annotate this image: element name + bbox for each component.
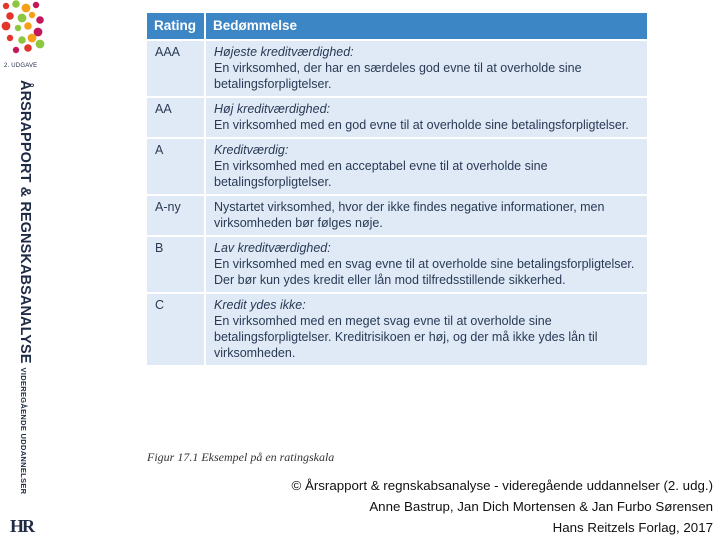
footer-line-1: © Årsrapport & regnskabsanalyse - videregående uddannelser (2. udg.) (291, 478, 713, 493)
table-row (147, 39, 647, 96)
logo-dot (6, 12, 14, 20)
assessment-description: En virksomhed med en acceptabel evne til at overholde sine betalingsforpligtelser. (214, 159, 548, 189)
figure-caption: Figur 17.1 Eksempel på en ratingskala (147, 450, 335, 464)
assessment-description: En virksomhed, der har en særdeles god evne til at overholde sine betalingsforpligtelser. (214, 61, 582, 91)
book-subtitle: VIDEREGÅENDE UDDANNELSER (19, 367, 28, 495)
rating-code: A-ny (147, 194, 206, 235)
assessment-description: Nystartet virksomhed, hvor der ikke findes negative informationer, men virksomheden bør følges nøje. (214, 200, 605, 230)
logo-dot (36, 16, 44, 24)
logo-dot (7, 35, 13, 41)
logo-dot (3, 3, 9, 9)
publisher-logo: HR (10, 516, 33, 536)
rating-assessment (206, 96, 647, 137)
header-rating: Rating (147, 13, 206, 39)
rating-scale-table (147, 13, 647, 365)
footer-line-3: Hans Reitzels Forlag, 2017 (552, 520, 713, 535)
assessment-description: En virksomhed med en meget svag evne til at overholde sine betalingsforpligtelser. Kreditrisikoen er høj, og der må ikke ydes lån til virksomheden. (214, 314, 598, 360)
assessment-heading: Høj kreditværdighed: (214, 102, 331, 116)
logo-dot (13, 47, 19, 53)
edition-label: 2. UDGAVE (4, 63, 38, 69)
rating-code: B (147, 235, 206, 292)
table-row (147, 194, 647, 235)
logo-dot (24, 44, 32, 52)
logo-dot (18, 36, 26, 44)
assessment-heading: Lav kreditværdighed: (214, 241, 331, 255)
table-row (147, 235, 647, 292)
logo-dot (2, 22, 11, 31)
assessment-description: En virksomhed med en god evne til at overholde sine betalingsforpligtelser. (214, 118, 629, 132)
rating-assessment (206, 292, 647, 365)
logo-dot (28, 34, 37, 43)
logo-dot (18, 14, 27, 23)
footer-line-2: Anne Bastrup, Jan Dich Mortensen & Jan Furbo Sørensen (369, 499, 713, 514)
rating-code: C (147, 292, 206, 365)
rating-assessment (206, 235, 647, 292)
rating-code: AAA (147, 39, 206, 96)
header-assessment: Bedømmelse (206, 13, 647, 39)
assessment-heading: Kredit ydes ikke: (214, 298, 306, 312)
logo-dot (33, 2, 39, 8)
book-title: ÅRSRAPPORT & REGNSKABSANALYSE (17, 80, 33, 364)
table-header-row (147, 13, 647, 39)
logo-dot (36, 40, 45, 49)
table-row (147, 96, 647, 137)
logo-dot (24, 22, 32, 30)
table-row (147, 137, 647, 194)
rating-assessment (206, 194, 647, 235)
logo-dot (29, 12, 35, 18)
copyright-footer (291, 475, 713, 538)
assessment-description: En virksomhed med en svag evne til at overholde sine betalingsforpligtelser. Der bør kun ydes kredit eller lån mod tilfredsstillende sikkerhed. (214, 257, 635, 287)
logo-dot (12, 0, 20, 8)
table-row (147, 292, 647, 365)
book-sidebar (0, 0, 46, 540)
rating-code: A (147, 137, 206, 194)
assessment-heading: Højeste kreditværdighed: (214, 45, 354, 59)
assessment-heading: Kreditværdig: (214, 143, 289, 157)
book-logo-dots (0, 0, 46, 56)
rating-code: AA (147, 96, 206, 137)
rating-assessment (206, 137, 647, 194)
logo-dot (22, 4, 31, 13)
rating-assessment (206, 39, 647, 96)
logo-dot (15, 25, 21, 31)
